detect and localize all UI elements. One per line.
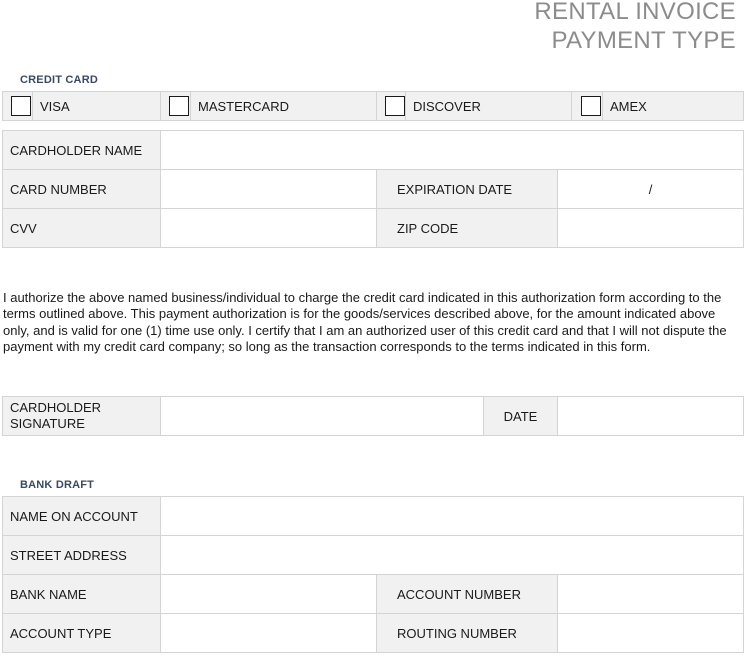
zip-code-label: ZIP CODE	[377, 209, 558, 248]
date-field[interactable]	[558, 397, 744, 436]
credit-card-section-label: CREDIT CARD	[20, 74, 98, 86]
account-type-label: ACCOUNT TYPE	[3, 614, 161, 653]
card-details-table	[2, 130, 744, 248]
cardholder-name-field[interactable]	[161, 131, 744, 170]
mastercard-checkbox[interactable]	[169, 96, 189, 116]
cardholder-signature-label: CARDHOLDER SIGNATURE	[3, 397, 161, 436]
card-type-discover: DISCOVER	[406, 92, 572, 121]
card-type-visa: VISA	[33, 92, 161, 121]
routing-number-field[interactable]	[558, 614, 744, 653]
bank-name-label: BANK NAME	[3, 575, 161, 614]
cardholder-signature-field[interactable]	[161, 397, 484, 436]
account-number-field[interactable]	[558, 575, 744, 614]
card-type-row	[2, 91, 744, 121]
card-number-field[interactable]	[161, 170, 377, 209]
signature-table	[2, 396, 744, 436]
routing-number-label: ROUTING NUMBER	[377, 614, 558, 653]
zip-code-field[interactable]	[558, 209, 744, 248]
expiration-separator: /	[648, 181, 653, 197]
page-subtitle: PAYMENT TYPE	[551, 27, 736, 54]
card-type-amex: AMEX	[603, 92, 744, 121]
street-address-field[interactable]	[161, 536, 744, 575]
bank-draft-table	[2, 496, 744, 653]
visa-checkbox[interactable]	[11, 96, 31, 116]
date-label: DATE	[484, 397, 558, 436]
street-address-label: STREET ADDRESS	[3, 536, 161, 575]
name-on-account-label: NAME ON ACCOUNT	[3, 497, 161, 536]
name-on-account-field[interactable]	[161, 497, 744, 536]
page-title: RENTAL INVOICE	[534, 0, 736, 25]
account-type-field[interactable]	[161, 614, 377, 653]
amex-checkbox[interactable]	[581, 96, 601, 116]
bank-name-field[interactable]	[161, 575, 377, 614]
expiration-date-field[interactable]	[558, 170, 744, 209]
account-number-label: ACCOUNT NUMBER	[377, 575, 558, 614]
cvv-label: CVV	[3, 209, 161, 248]
card-number-label: CARD NUMBER	[3, 170, 161, 209]
expiration-date-label: EXPIRATION DATE	[377, 170, 558, 209]
authorization-paragraph: I authorize the above named business/individual to charge the credit card indicated in this authorization form according to the terms outlined above. This payment authorization is for the goods/services described above, for the amount indicated above only, and is valid for one (1) time use only. I certify that I am an authorized user of this credit card and that I will not dispute the payment with my credit card company; so long as the transaction corresponds to the terms indicated in this form.	[3, 290, 727, 354]
card-type-mastercard: MASTERCARD	[191, 92, 377, 121]
cvv-field[interactable]	[161, 209, 377, 248]
discover-checkbox[interactable]	[385, 96, 405, 116]
bank-draft-section-label: BANK DRAFT	[20, 479, 95, 491]
cardholder-name-label: CARDHOLDER NAME	[3, 131, 161, 170]
